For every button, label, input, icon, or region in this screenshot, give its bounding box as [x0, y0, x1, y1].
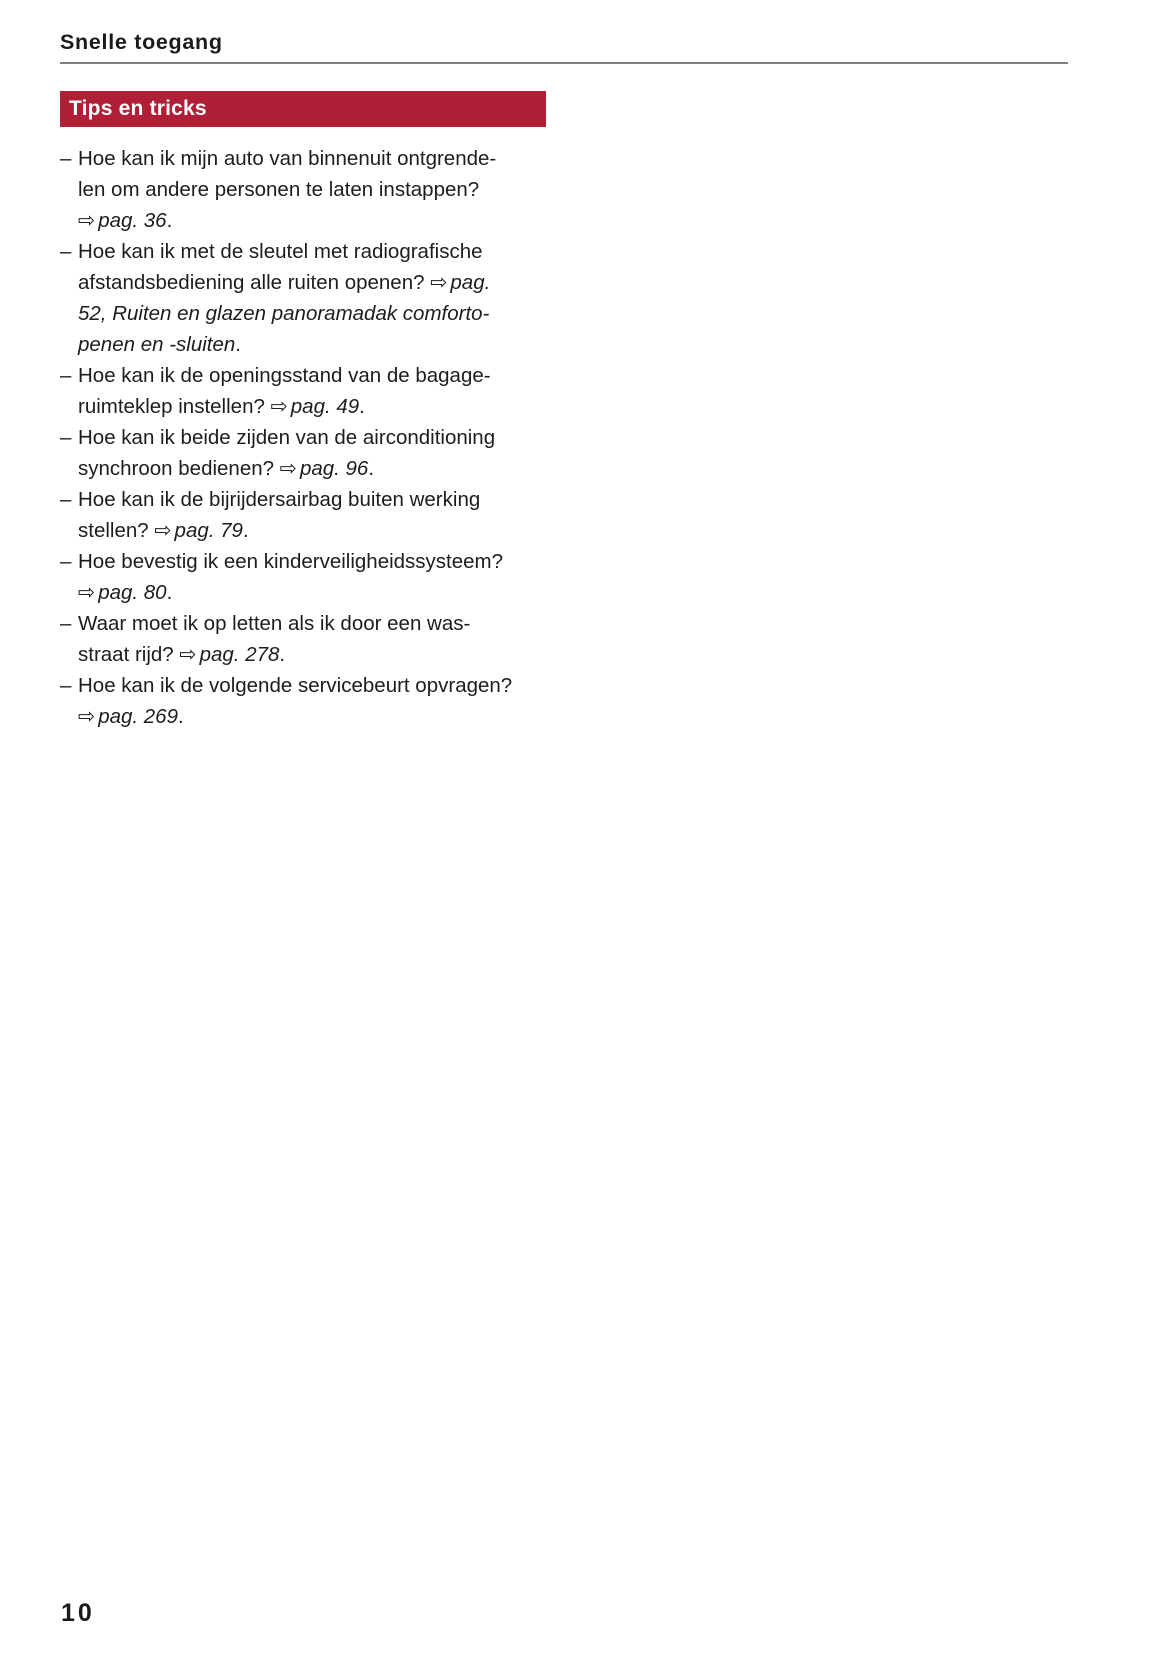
tip-text: Hoe kan ik de volgende servicebeurt opvragen? [78, 674, 513, 697]
page-ref-arrow-icon: ⇨ [78, 705, 96, 728]
tip-text: . [235, 333, 241, 356]
tip-line [78, 422, 512, 453]
list-dash-marker: – [60, 147, 72, 170]
tip-text: . [368, 457, 375, 480]
page-ref-arrow-icon: ⇨ [430, 271, 448, 294]
page-reference: pag. 49 [290, 395, 360, 418]
tip-line [78, 453, 512, 484]
list-dash-marker: – [60, 426, 72, 449]
page-reference: pag. 278 [199, 643, 280, 666]
tip-line [78, 360, 512, 391]
page-reference: pag. [450, 271, 491, 294]
tip-line [78, 639, 512, 670]
tip-line [78, 143, 512, 174]
tip-text: Hoe bevestig ik een kinderveiligheidssysteem? [78, 550, 504, 573]
page-ref-arrow-icon: ⇨ [270, 395, 288, 418]
tip-line [78, 329, 512, 360]
tip-line [78, 546, 512, 577]
page-reference: pag. 79 [174, 519, 243, 542]
page-reference: pag. 36 [98, 209, 167, 232]
list-dash-marker: – [60, 612, 72, 635]
tip-line [78, 267, 512, 298]
tip-text: Waar moet ik op letten als ik door een was- [78, 612, 471, 635]
page-reference: penen en -sluiten [78, 333, 236, 356]
tip-item [60, 422, 512, 484]
tip-text: . [242, 519, 249, 542]
tip-text: Hoe kan ik de bijrijdersairbag buiten werking [78, 488, 481, 511]
tip-line [78, 515, 512, 546]
page-ref-arrow-icon: ⇨ [78, 209, 96, 232]
page-header [60, 31, 1068, 72]
tip-item [60, 484, 512, 546]
page-reference: pag. 96 [299, 457, 369, 480]
list-dash-marker: – [60, 488, 72, 511]
tip-text: straat rijd? [78, 643, 180, 666]
list-dash-marker: – [60, 240, 72, 263]
tip-line [78, 484, 512, 515]
tip-line [78, 577, 512, 608]
tip-text: . [166, 581, 173, 604]
page-ref-arrow-icon: ⇨ [78, 581, 96, 604]
list-dash-marker: – [60, 550, 72, 573]
page-reference: pag. 80 [98, 581, 167, 604]
tip-text: synchroon bedienen? [78, 457, 280, 480]
page-ref-arrow-icon: ⇨ [279, 457, 297, 480]
tip-line [78, 298, 512, 329]
tip-text: . [359, 395, 365, 418]
tip-text: Hoe kan ik beide zijden van de airconditioning [78, 426, 496, 449]
tip-item [60, 236, 512, 360]
section-title: Tips en tricks [69, 97, 207, 120]
tip-text: . [279, 643, 286, 666]
tip-line [78, 391, 512, 422]
tip-item [60, 143, 512, 236]
list-dash-marker: – [60, 364, 72, 387]
page-title: Snelle toegang [60, 30, 223, 54]
tip-text: len om andere personen te laten instappen? [78, 178, 480, 201]
tip-line [78, 236, 512, 267]
tip-text: . [166, 209, 173, 232]
list-dash-marker: – [60, 674, 72, 697]
page-reference: pag. 269 [98, 705, 178, 728]
header-rule [60, 62, 1068, 64]
page-ref-arrow-icon: ⇨ [154, 519, 172, 542]
tip-text: Hoe kan ik met de sleutel met radiografische [78, 240, 483, 263]
tip-text: stellen? [78, 519, 155, 542]
tip-line [78, 174, 512, 205]
tip-item [60, 546, 512, 608]
tip-text: afstandsbediening alle ruiten openen? [78, 271, 431, 294]
tip-line [78, 670, 512, 701]
tip-line [78, 205, 512, 236]
tip-item [60, 360, 512, 422]
section-banner [60, 91, 546, 127]
page-reference: 52, Ruiten en glazen panoramadak comforto- [78, 302, 490, 325]
tips-list [60, 143, 512, 732]
page-ref-arrow-icon: ⇨ [179, 643, 197, 666]
tip-line [78, 608, 512, 639]
tip-item [60, 608, 512, 670]
tip-text: Hoe kan ik mijn auto van binnenuit ontgrende- [78, 147, 497, 170]
page-number: 10 [61, 1599, 95, 1627]
tip-item [60, 670, 512, 732]
tip-line [78, 701, 512, 732]
tip-text: ruimteklep instellen? [78, 395, 271, 418]
tip-text: . [178, 705, 184, 728]
tip-text: Hoe kan ik de openingsstand van de bagage- [78, 364, 491, 387]
